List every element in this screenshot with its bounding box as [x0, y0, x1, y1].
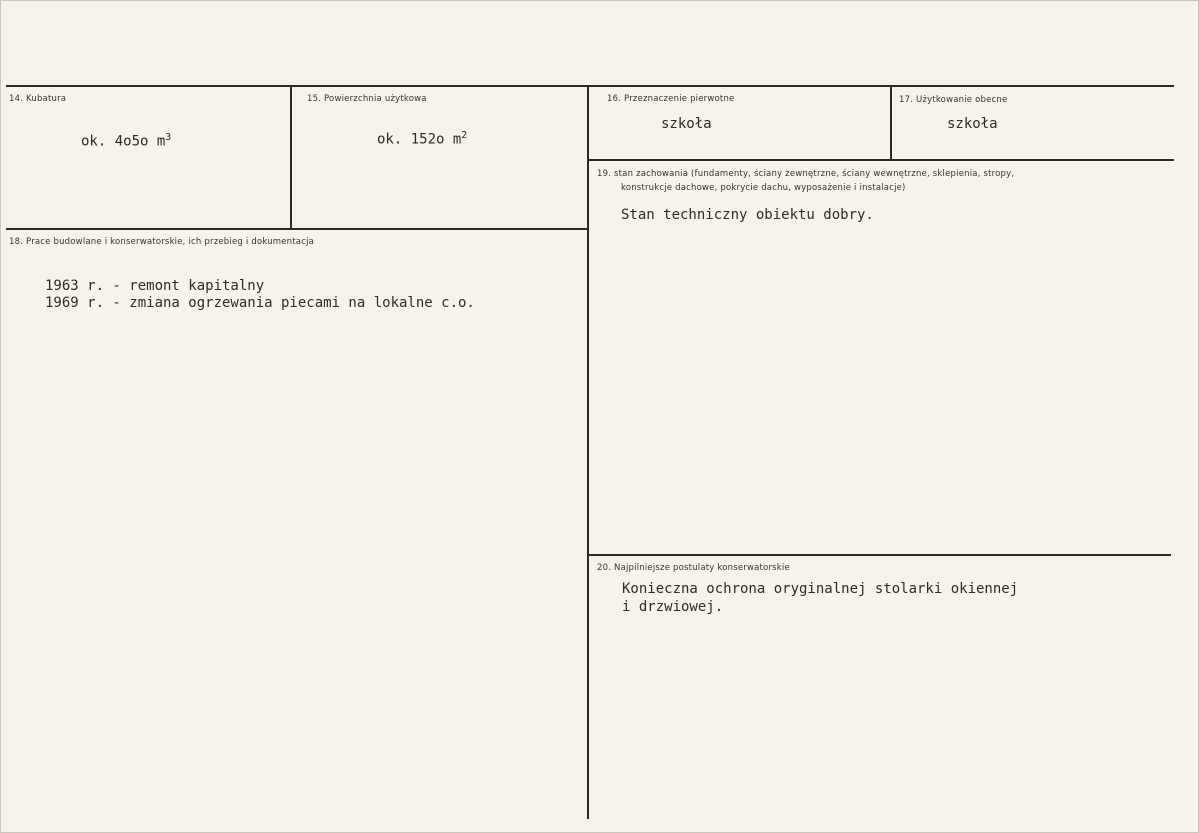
field-18-label: 18. Prace budowlane i konserwatorskie, ich przebieg i dokumentacja	[9, 237, 315, 247]
field-14-label: 14. Kubatura	[9, 94, 67, 104]
field-15-label: 15. Powierzchnia użytkowa	[307, 94, 427, 104]
field-19-label-line-1: 19. stan zachowania (fundamenty, ściany zewnętrzne, ściany wewnętrzne, sklepienia, stropy,	[597, 169, 1015, 179]
rule-under-14-15	[6, 228, 587, 230]
cubature-value: ok. 4o5o m	[81, 133, 166, 150]
area-value: ok. 152o m	[377, 131, 462, 148]
field-15-value	[377, 127, 467, 149]
field-18-line-1: 1963 r. - remont kapitalny	[45, 278, 265, 294]
main-divider	[587, 87, 589, 819]
rule-under-19	[589, 554, 1171, 556]
field-20-line-2: i drzwiowej.	[622, 599, 724, 615]
top-rule	[6, 85, 1174, 87]
field-18-line-2: 1969 r. - zmiana ogrzewania piecami na lokalne c.o.	[45, 295, 475, 311]
field-20-label: 20. Najpilniejsze postulaty konserwatorskie	[597, 563, 790, 573]
field-17-value: szkoła	[947, 116, 998, 132]
field-17-label: 17. Użytkowanie obecne	[899, 95, 1008, 105]
divider-14-15	[290, 87, 292, 229]
field-20-line-1: Konieczna ochrona oryginalnej stolarki okiennej	[622, 581, 1019, 597]
field-14-value	[81, 129, 171, 151]
rule-under-16-17	[589, 159, 1174, 161]
field-16-value: szkoła	[661, 116, 712, 132]
cubature-unit-exponent: 3	[165, 132, 172, 143]
field-19-label-line-2: konstrukcje dachowe, pokrycie dachu, wyposażenie i instalacje)	[621, 183, 906, 193]
area-unit-exponent: 2	[461, 130, 468, 141]
field-19-value: Stan techniczny obiektu dobry.	[621, 207, 874, 223]
divider-16-17	[890, 87, 892, 159]
field-16-label: 16. Przeznaczenie pierwotne	[607, 94, 735, 104]
